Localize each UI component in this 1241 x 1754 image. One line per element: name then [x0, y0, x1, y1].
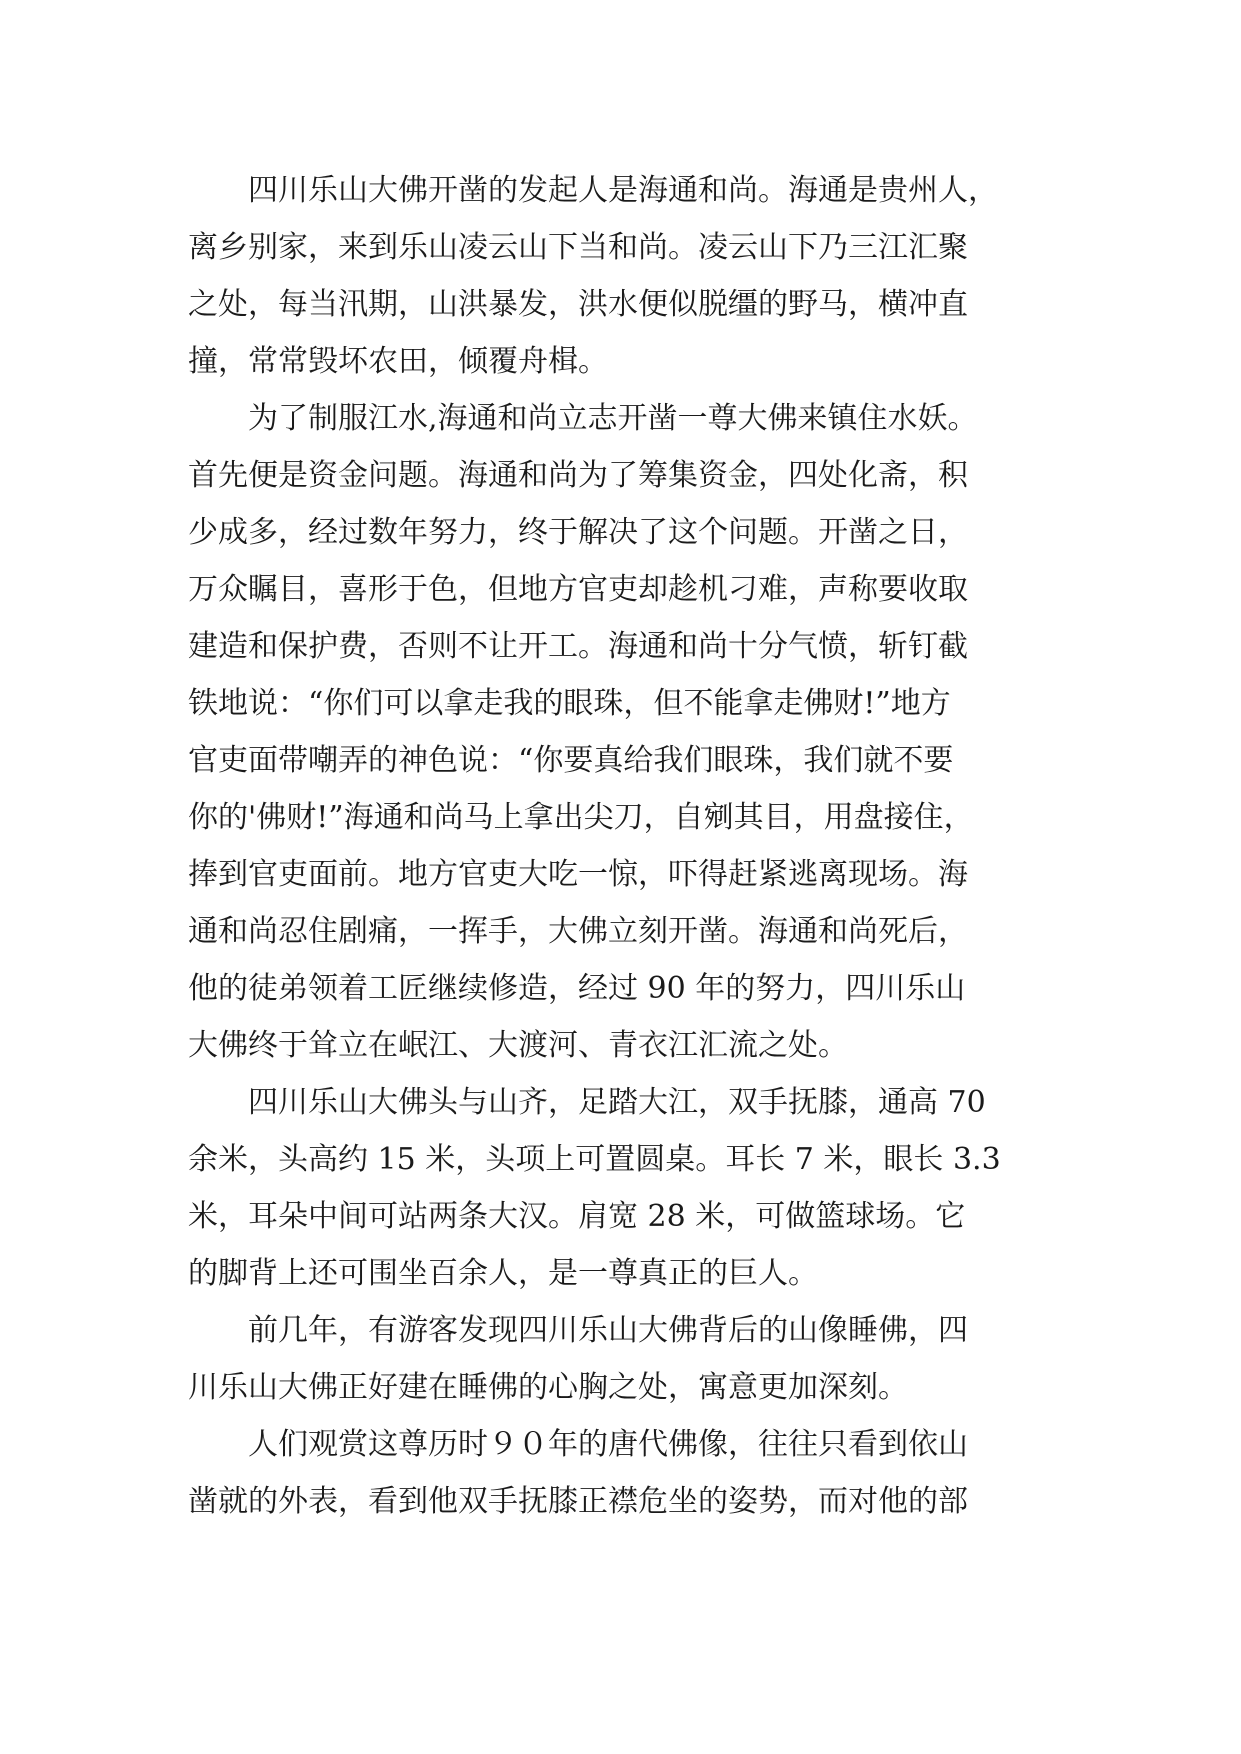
text-line: 首先便是资金问题。海通和尚为了筹集资金，四处化斋，积	[188, 458, 968, 493]
text-line: 少成多，经过数年努力，终于解决了这个问题。开凿之日，	[188, 515, 968, 550]
text-line: 建造和保护费，否则不让开工。海通和尚十分气愤，斩钉截	[188, 629, 968, 664]
paragraph-2	[188, 390, 1060, 1074]
text-line: 四川乐山大佛开凿的发起人是海通和尚。海通是贵州人，	[188, 173, 998, 208]
text-line: 离乡别家，来到乐山凌云山下当和尚。凌云山下乃三江汇聚	[188, 230, 968, 265]
text-line: 的脚背上还可围坐百余人，是一尊真正的巨人。	[188, 1256, 818, 1291]
text-line: 前几年，有游客发现四川乐山大佛背后的山像睡佛，四	[188, 1313, 968, 1348]
document-body	[188, 162, 1060, 1530]
text-line: 米，耳朵中间可站两条大汉。肩宽 28 米，可做篮球场。它	[188, 1199, 966, 1234]
text-line: 万众瞩目，喜形于色，但地方官吏却趁机刁难，声称要收取	[188, 572, 968, 607]
text-line: 川乐山大佛正好建在睡佛的心胸之处，寓意更加深刻。	[188, 1370, 908, 1405]
text-line: 之处，每当汛期，山洪暴发，洪水便似脱缰的野马，横冲直	[188, 287, 968, 322]
text-line: 捧到官吏面前。地方官吏大吃一惊，吓得赶紧逃离现场。海	[188, 857, 968, 892]
text-line: 你的'佛财!”海通和尚马上拿出尖刀，自剜其目，用盘接住，	[188, 800, 974, 835]
text-line: 四川乐山大佛头与山齐，足踏大江，双手抚膝，通高 70	[188, 1085, 986, 1120]
text-line: 大佛终于耸立在岷江、大渡河、青衣江汇流之处。	[188, 1028, 848, 1063]
text-line: 凿就的外表，看到他双手抚膝正襟危坐的姿势，而对他的部	[188, 1484, 968, 1519]
text-line: 通和尚忍住剧痛，一挥手，大佛立刻开凿。海通和尚死后，	[188, 914, 968, 949]
text-line: 铁地说：“你们可以拿走我的眼珠，但不能拿走佛财!”地方	[188, 686, 951, 721]
text-line: 人们观赏这尊历时９０年的唐代佛像，往往只看到依山	[188, 1427, 968, 1462]
paragraph-5	[188, 1416, 1060, 1530]
text-line: 撞，常常毁坏农田，倾覆舟楫。	[188, 344, 608, 379]
text-line: 为了制服江水,海通和尚立志开凿一尊大佛来镇住水妖。	[188, 401, 978, 436]
paragraph-4	[188, 1302, 1060, 1416]
paragraph-1	[188, 162, 1060, 390]
text-line: 余米，头高约 15 米，头项上可置圆桌。耳长 7 米，眼长 3.3	[188, 1142, 1001, 1177]
paragraph-3	[188, 1074, 1060, 1302]
text-line: 官吏面带嘲弄的神色说：“你要真给我们眼珠，我们就不要	[188, 743, 954, 778]
text-line: 他的徒弟领着工匠继续修造，经过 90 年的努力，四川乐山	[188, 971, 966, 1006]
